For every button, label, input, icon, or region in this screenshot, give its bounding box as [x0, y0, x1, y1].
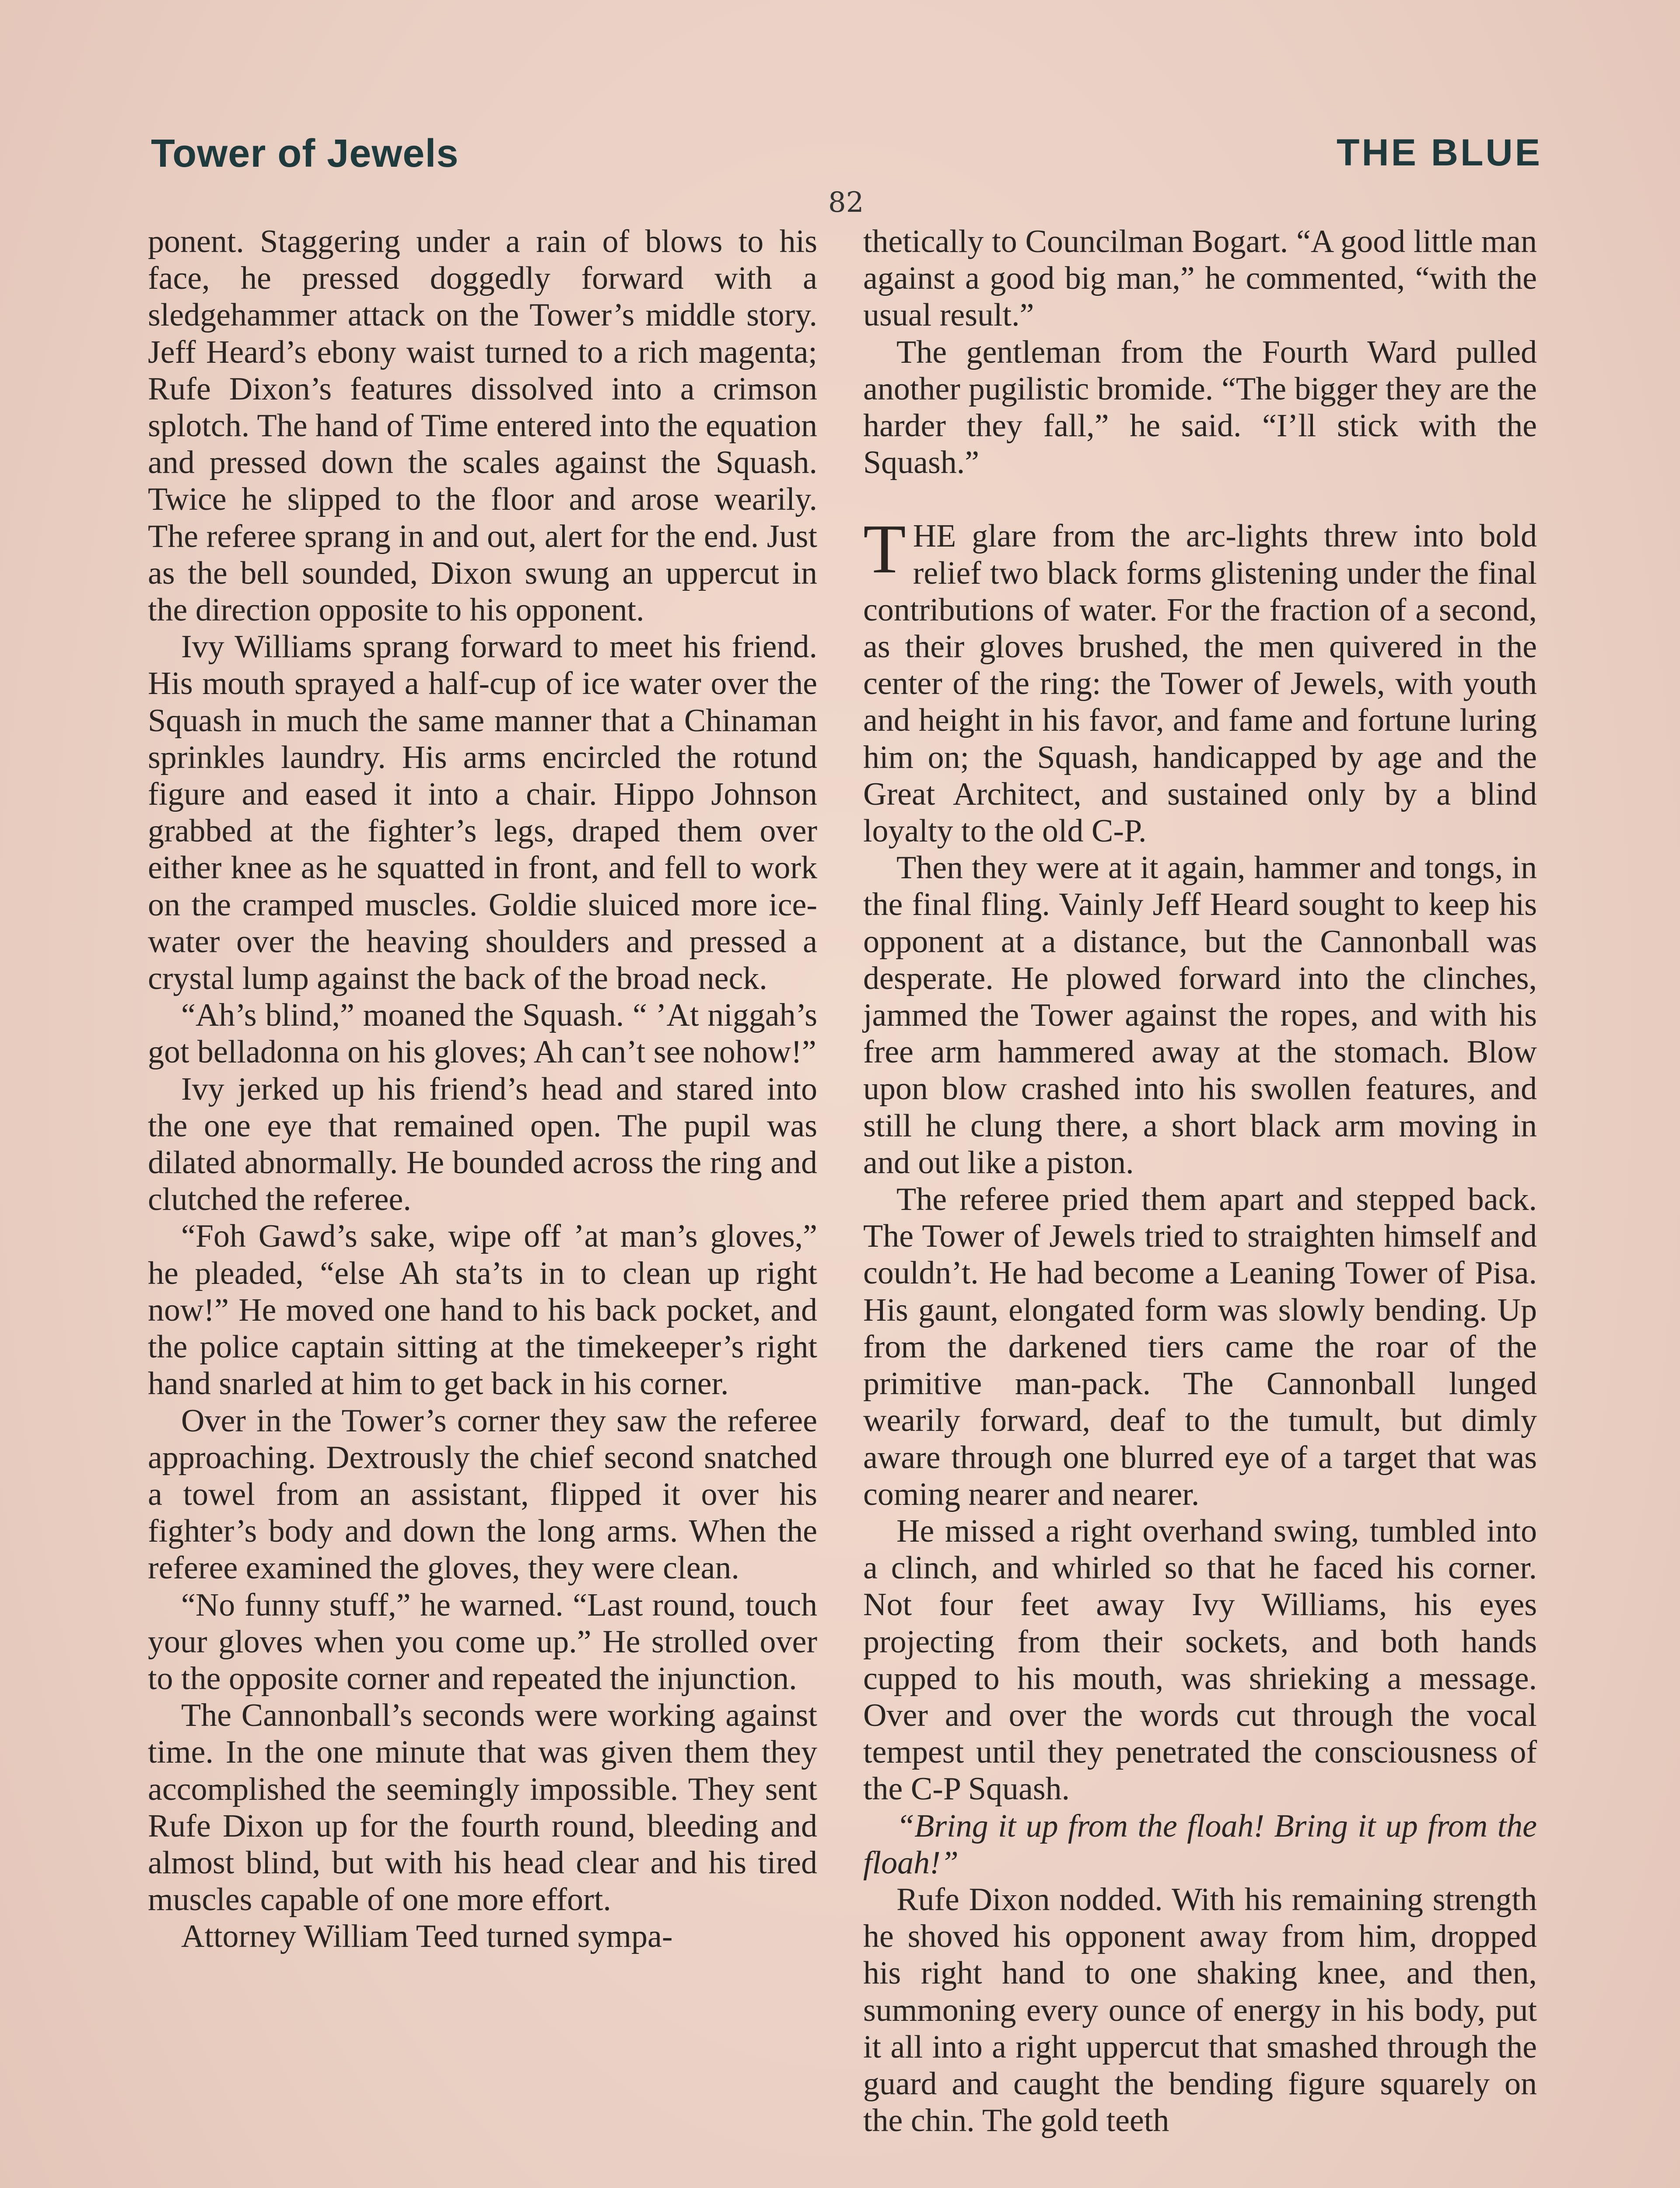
- paragraph: Over in the Tower’s corner they saw the referee approaching. Dextrously the chief second snatched a towel from an assistant, flipped it over his fighter’s body and down the long arms. When the referee examined the gloves, they were clean.: [148, 1403, 817, 1586]
- italic-quote-paragraph: “Bring it up from the floah! Bring it up from the floah!”: [863, 1808, 1537, 1881]
- paragraph: Ivy jerked up his friend’s head and stared into the one eye that remained open. The pupil was dilated abnormally. He bounded across the ring and clutched the referee.: [148, 1071, 817, 1218]
- paragraph: thetically to Councilman Bogart. “A good little man against a good big man,” he commented, “with the usual result.”: [863, 224, 1537, 333]
- running-head-story-title: Tower of Jewels: [151, 132, 459, 175]
- paragraph: “No funny stuff,” he warned. “Last round, touch your gloves when you come up.” He strolled over to the opposite corner and repeated the injunction.: [148, 1587, 817, 1697]
- page-number: 82: [828, 186, 864, 219]
- paragraph: He missed a right overhand swing, tumbled into a clinch, and whirled so that he faced his corner. Not four feet away Ivy Williams, his eyes projecting from their sockets, and both hands cupped to his mouth, was shrieking a message. Over and over the words cut through the vocal tempest until they penetrated the consciousness of the C-P Squash.: [863, 1513, 1537, 1807]
- paragraph: Ivy Williams sprang forward to meet his friend. His mouth sprayed a half-cup of ice water over the Squash in much the same manner that a Chinaman sprinkles laundry. His arms encircled the rotund figure and eased it into a chair. Hippo Johnson grabbed at the fighter’s legs, draped them over either knee as he squatted in front, and fell to work on the cramped muscles. Goldie sluiced more ice-water over the heaving shoulders and pressed a crystal lump against the back of the broad neck.: [148, 629, 817, 997]
- paragraph: The gentleman from the Fourth Ward pulled another pugilistic bromide. “The bigger they are the harder they fall,” he said. “I’ll stick with the Squash.”: [863, 334, 1537, 481]
- paragraph: “Ah’s blind,” moaned the Squash. “ ’At niggah’s got belladonna on his gloves; Ah can’t see nohow!”: [148, 997, 817, 1070]
- paragraph: ponent. Staggering under a rain of blows to his face, he pressed doggedly forward with a sledgehammer attack on the Tower’s middle story. Jeff Heard’s ebony waist turned to a rich magenta; Rufe Dixon’s features dissolved into a crimson splotch. The hand of Time entered into the equation and pressed down the scales against the Squash. Twice he slipped to the floor and arose wearily. The referee sprang in and out, alert for the end. Just as the bell sounded, Dixon swung an uppercut in the direction opposite to his opponent.: [148, 224, 817, 628]
- paragraph: Rufe Dixon nodded. With his remaining strength he shoved his opponent away from him, dropped his right hand to one shaking knee, and then, summoning every ounce of energy in his body, put it all into a right uppercut that smashed through the guard and caught the bending figure squarely on the chin. The gold teeth: [863, 1881, 1537, 2139]
- paragraph: Then they were at it again, hammer and tongs, in the final fling. Vainly Jeff Heard sought to keep his opponent at a distance, but the Cannonball was desperate. He plowed forward into the clinches, jammed the Tower against the ropes, and with his free arm hammered away at the stomach. Blow upon blow crashed into his swollen features, and still he clung there, a short black arm moving in and out like a piston.: [863, 850, 1537, 1181]
- left-text-column: [148, 223, 817, 1955]
- right-text-column: [863, 223, 1537, 2139]
- paragraph: Attorney William Teed turned sympa-: [181, 1918, 673, 1955]
- running-head-magazine-title: THE BLUE: [1337, 132, 1542, 174]
- paragraph: The Cannonball’s seconds were working against time. In the one minute that was given them they accomplished the seemingly impossible. They sent Rufe Dixon up for the fourth round, bleeding and almost blind, but with his head clear and his tired muscles capable of one more effort.: [148, 1697, 817, 1918]
- section-break-paragraph: THE glare from the arc-lights threw into bold relief two black forms glistening under the final contributions of water. For the fraction of a second, as their gloves brushed, the men quivered in the center of the ring: the Tower of Jewels, with youth and height in his favor, and fame and fortune luring him on; the Squash, handicapped by age and the Great Architect, and sustained only by a blind loyalty to the old C-P.: [863, 510, 1537, 849]
- paragraph: “Foh Gawd’s sake, wipe off ’at man’s gloves,” he pleaded, “else Ah sta’ts in to clean up right now!” He moved one hand to his back pocket, and the police captain sitting at the timekeeper’s right hand snarled at him to get back in his corner.: [148, 1218, 817, 1402]
- paragraph: The referee pried them apart and stepped back. The Tower of Jewels tried to straighten himself and couldn’t. He had become a Leaning Tower of Pisa. His gaunt, elongated form was slowly bending. Up from the darkened tiers came the roar of the primitive man-pack. The Cannonball lunged wearily forward, deaf to the tumult, but dimly aware through one blurred eye of a target that was coming nearer and nearer.: [863, 1182, 1537, 1512]
